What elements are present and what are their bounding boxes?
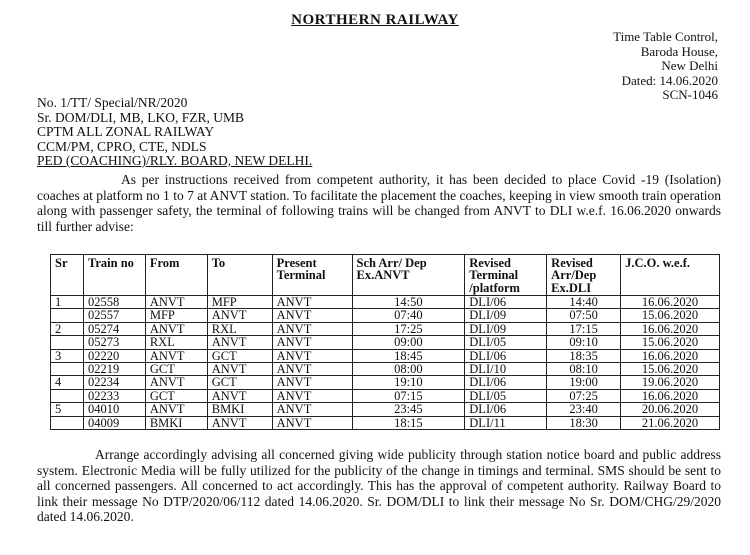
letter-number: No. 1/TT/ Special/NR/2020: [37, 95, 188, 110]
cell-from: RXL: [145, 336, 207, 349]
cell-train: 04010: [83, 403, 145, 416]
cell-train: 02234: [83, 376, 145, 389]
cell-rev-time: 07:50: [547, 309, 621, 322]
instructions-paragraph: Arrange accordingly advising all concerned giving wide publicity through station notice board and public address system. Electronic Media will be fully utilized for the publicity of the change in timings and terminal. SMS should be sent to all concerned passengers. All concerned to act accordingly. This has the approval of competent authority. Railway Board to link their message No DTP/2020/06/112 dated 14.06.2020. Sr. DOM/DLI to link their message No Sr. DOM/CHG/29/2020 dated 14.06.2020.: [37, 447, 721, 524]
cell-present: ANVT: [272, 403, 352, 416]
cell-rev-term: DLI/09: [465, 322, 547, 335]
recipient-line: CCM/PM, CPRO, CTE, NDLS: [37, 138, 207, 154]
table-header-row: [51, 255, 720, 296]
header-sch-arr-dep: Sch Arr/ Dep Ex.ANVT: [352, 255, 465, 296]
cell-sch: 07:40: [352, 309, 465, 322]
header-revised-arr-dep: Revised Arr/Dep Ex.DLI: [547, 255, 621, 296]
cell-jco: 16.06.2020: [621, 296, 720, 309]
cell-present: ANVT: [272, 376, 352, 389]
header-present-terminal: Present Terminal: [272, 255, 352, 296]
cell-rev-time: 17:15: [547, 322, 621, 335]
train-schedule-table: [50, 254, 720, 430]
header-sr: Sr: [51, 255, 84, 296]
cell-sch: 19:10: [352, 376, 465, 389]
cell-present: ANVT: [272, 349, 352, 362]
cell-to: GCT: [207, 376, 272, 389]
cell-jco: 15.06.2020: [621, 309, 720, 322]
table-row: [51, 416, 720, 429]
table-row: [51, 376, 720, 389]
office-address-block: [613, 30, 718, 103]
cell-from: ANVT: [145, 376, 207, 389]
office-ref-code: SCN-1046: [662, 87, 718, 102]
cell-present: ANVT: [272, 363, 352, 376]
cell-present: ANVT: [272, 336, 352, 349]
recipient-line: CPTM ALL ZONAL RAILWAY: [37, 124, 215, 139]
cell-to: RXL: [207, 322, 272, 335]
cell-sch: 23:45: [352, 403, 465, 416]
cell-sr: 2: [51, 322, 84, 335]
reference-block: [37, 96, 312, 169]
recipient-line: Sr. DOM/DLI, MB, LKO, FZR, UMB: [37, 109, 245, 125]
header-revised-terminal: Revised Terminal /platform: [465, 255, 547, 296]
cell-train: 02557: [83, 309, 145, 322]
cell-train: 05274: [83, 322, 145, 335]
cell-sch: 17:25: [352, 322, 465, 335]
cell-train: 05273: [83, 336, 145, 349]
table-row: [51, 336, 720, 349]
cell-jco: 15.06.2020: [621, 363, 720, 376]
cell-from: BMKI: [145, 416, 207, 429]
cell-train: 04009: [83, 416, 145, 429]
cell-rev-term: DLI/05: [465, 336, 547, 349]
cell-present: ANVT: [272, 296, 352, 309]
cell-jco: 20.06.2020: [621, 403, 720, 416]
cell-to: ANVT: [207, 336, 272, 349]
table-row: [51, 389, 720, 402]
cell-from: ANVT: [145, 322, 207, 335]
cell-from: ANVT: [145, 349, 207, 362]
cell-to: ANVT: [207, 389, 272, 402]
title-text: NORTHERN RAILWAY: [291, 12, 459, 28]
table-row: [51, 296, 720, 309]
cell-rev-time: 18:30: [547, 416, 621, 429]
cell-sch: 14:50: [352, 296, 465, 309]
cell-rev-term: DLI/06: [465, 376, 547, 389]
office-line: Baroda House,: [640, 43, 718, 59]
cell-sch: 18:45: [352, 349, 465, 362]
cell-jco: 16.06.2020: [621, 349, 720, 362]
cell-to: GCT: [207, 349, 272, 362]
cell-rev-term: DLI/11: [465, 416, 547, 429]
cell-rev-time: 14:40: [547, 296, 621, 309]
cell-sr: 4: [51, 376, 84, 389]
cell-rev-time: 23:40: [547, 403, 621, 416]
cell-rev-time: 19:00: [547, 376, 621, 389]
cell-sr: 1: [51, 296, 84, 309]
cell-sr: [51, 309, 84, 322]
cell-to: MFP: [207, 296, 272, 309]
cell-sr: [51, 416, 84, 429]
table-row: [51, 309, 720, 322]
cell-sch: 07:15: [352, 389, 465, 402]
table-row: [51, 403, 720, 416]
cell-rev-term: DLI/06: [465, 403, 547, 416]
cell-sr: 5: [51, 403, 84, 416]
cell-jco: 21.06.2020: [621, 416, 720, 429]
table-row: [51, 349, 720, 362]
table-row: [51, 322, 720, 335]
cell-sch: 18:15: [352, 416, 465, 429]
cell-to: ANVT: [207, 416, 272, 429]
header-from: From: [145, 255, 207, 296]
cell-sch: 08:00: [352, 363, 465, 376]
cell-train: 02558: [83, 296, 145, 309]
cell-train: 02220: [83, 349, 145, 362]
cell-present: ANVT: [272, 389, 352, 402]
intro-paragraph: As per instructions received from competent authority, it has been decided to place Covid -19 (Isolation) coaches at platform no 1 to 7 at ANVT station. To facilitate the placement the coaches, keeping in view smooth train operation along with passenger safety, the terminal of following trains will be changed from ANVT to DLI w.e.f. 16.06.2020 onwards till further advise:: [37, 172, 721, 234]
table-row: [51, 363, 720, 376]
cell-rev-time: 07:25: [547, 389, 621, 402]
cell-rev-term: DLI/09: [465, 309, 547, 322]
cell-sr: [51, 363, 84, 376]
cell-jco: 16.06.2020: [621, 389, 720, 402]
cell-present: ANVT: [272, 322, 352, 335]
cell-from: GCT: [145, 389, 207, 402]
cell-train: 02219: [83, 363, 145, 376]
document-title: [0, 12, 750, 29]
cell-rev-time: 09:10: [547, 336, 621, 349]
cell-to: BMKI: [207, 403, 272, 416]
cell-rev-term: DLI/06: [465, 349, 547, 362]
cell-jco: 15.06.2020: [621, 336, 720, 349]
cell-from: GCT: [145, 363, 207, 376]
cell-present: ANVT: [272, 309, 352, 322]
office-date: Dated: 14.06.2020: [621, 72, 718, 88]
header-train-no: Train no: [83, 255, 145, 296]
cell-from: ANVT: [145, 296, 207, 309]
cell-present: ANVT: [272, 416, 352, 429]
header-jco: J.C.O. w.e.f.: [621, 255, 720, 296]
cell-jco: 19.06.2020: [621, 376, 720, 389]
cell-rev-time: 08:10: [547, 363, 621, 376]
cell-sr: 3: [51, 349, 84, 362]
cell-rev-term: DLI/10: [465, 363, 547, 376]
office-line: Time Table Control,: [613, 29, 718, 44]
cell-rev-time: 18:35: [547, 349, 621, 362]
cell-rev-term: DLI/05: [465, 389, 547, 402]
cell-rev-term: DLI/06: [465, 296, 547, 309]
cell-to: ANVT: [207, 363, 272, 376]
cell-sch: 09:00: [352, 336, 465, 349]
header-to: To: [207, 255, 272, 296]
recipient-line: PED (COACHING)/RLY. BOARD, NEW DELHI.: [37, 153, 313, 168]
cell-train: 02233: [83, 389, 145, 402]
office-line: New Delhi: [661, 58, 718, 73]
cell-from: MFP: [145, 309, 207, 322]
cell-from: ANVT: [145, 403, 207, 416]
cell-sr: [51, 389, 84, 402]
cell-sr: [51, 336, 84, 349]
cell-jco: 16.06.2020: [621, 322, 720, 335]
cell-to: ANVT: [207, 309, 272, 322]
